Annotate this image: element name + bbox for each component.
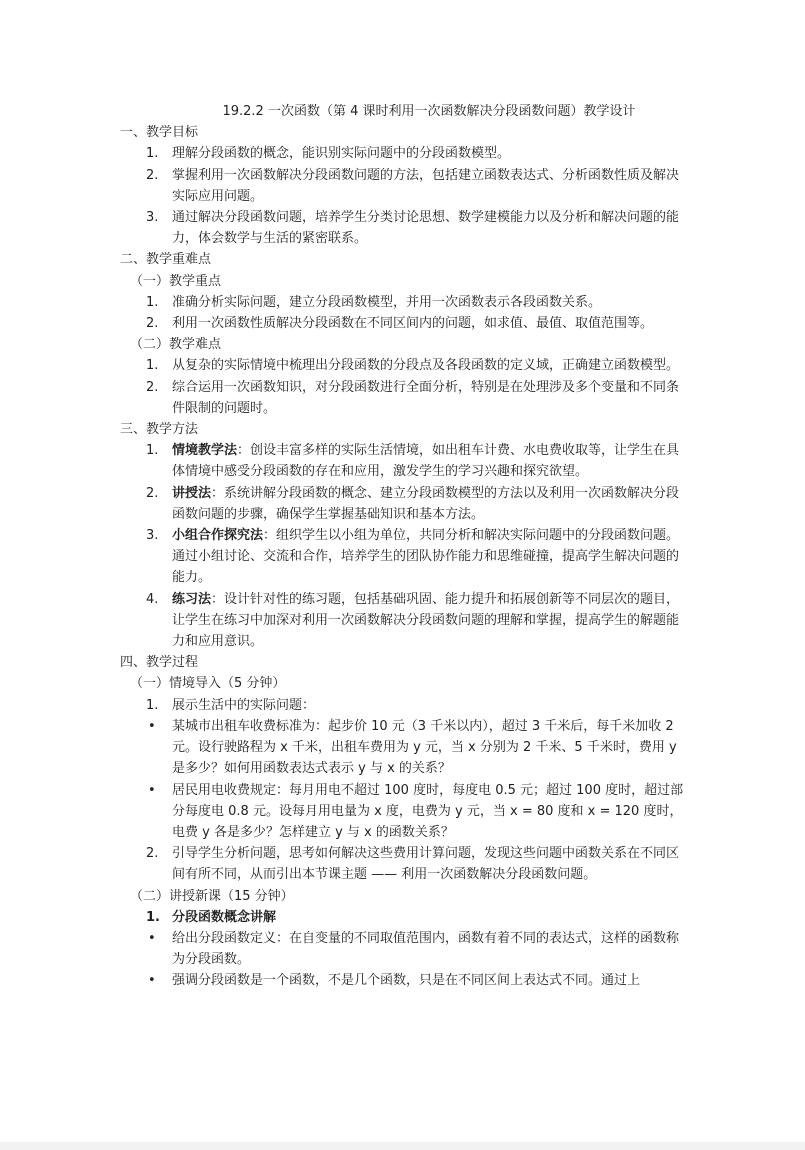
list-item-text: ：系统讲解分段函数的概念、建立分段函数模型的方法以及利用一次函数解决分段函数问题的步骤，确保学生掌握基础知识和基本方法。 — [172, 485, 680, 522]
list-number: 1. — [146, 443, 159, 459]
list-number: 1. — [146, 146, 159, 162]
section-heading-methods: 三、教学方法 — [120, 422, 199, 438]
list-item-text: 综合运用一次函数知识，对分段函数进行全面分析，特别是在处理涉及多个变量和不同条件限制的问题时。 — [172, 379, 680, 416]
list-item — [120, 313, 690, 334]
subsection-heading-intro: （一）情境导入（5 分钟） — [130, 676, 286, 692]
list-item-text: 从复杂的实际情境中梳理出分段函数的分段点及各段函数的定义域，正确建立函数模型。 — [172, 358, 680, 374]
bullet-text: 某城市出租车收费标准为：起步价 10 元（3 千米以内），超过 3 千米后，每千米加收 2 元。设行驶路程为 x 千米，出租车费用为 y 元，当 x 分别为 2 千米、5 千米时，费用 y 是多少？如何用函数表达式表示 y 与 x 的关系？ — [172, 718, 677, 777]
list-item-text: 理解分段函数的概念，能识别实际问题中的分段函数模型。 — [172, 146, 511, 162]
list-item — [120, 207, 690, 249]
section-heading-goals: 一、教学目标 — [120, 125, 199, 141]
list-item — [120, 525, 690, 589]
list-number: 2. — [146, 485, 159, 501]
section-heading-process: 四、教学过程 — [120, 655, 199, 671]
list-item — [120, 589, 690, 653]
subsection-heading-new-lesson: （二）讲授新课（15 分钟） — [130, 888, 294, 904]
list-item — [120, 483, 690, 525]
list-number: 2. — [146, 316, 159, 332]
list-item — [120, 355, 690, 376]
bullet-item — [120, 716, 690, 780]
list-item-text: ：创设丰富多样的实际生活情境，如出租车计费、水电费收取等，让学生在具体情境中感受分段函数的存在和应用，激发学生的学习兴趣和探究欲望。 — [172, 443, 680, 480]
list-item-text: 分段函数概念讲解 — [172, 909, 277, 925]
list-number: 1. — [146, 358, 159, 374]
list-number: 1. — [146, 909, 160, 925]
bullet-item — [120, 970, 690, 991]
list-item-text: 利用一次函数性质解决分段函数在不同区间内的问题，如求值、最值、取值范围等。 — [172, 316, 654, 332]
bullet-text: 给出分段函数定义：在自变量的不同取值范围内，函数有着不同的表达式，这样的函数称为分段函数。 — [172, 930, 680, 968]
list-number: 3. — [146, 528, 159, 544]
bullet-icon: • — [148, 718, 156, 734]
list-item — [120, 843, 690, 885]
bullet-text: 强调分段函数是一个函数，不是几个函数，只是在不同区间上表达式不同。通过上 — [172, 973, 641, 989]
list-item — [120, 292, 690, 313]
method-name: 讲授法 — [172, 485, 212, 501]
bullet-icon: • — [148, 973, 156, 989]
list-number: 1. — [146, 294, 159, 310]
bullet-icon: • — [148, 782, 156, 798]
section-heading-key-difficult: 二、教学重难点 — [120, 252, 212, 268]
list-number: 4. — [146, 591, 159, 607]
bullet-item — [120, 780, 690, 844]
list-item-text: ：组织学生以小组为单位，共同分析和解决实际问题中的分段函数问题。通过小组讨论、交流和合作，培养学生的团队协作能力和思维碰撞，提高学生解决问题的能力。 — [172, 528, 680, 586]
bullet-icon: • — [148, 930, 156, 946]
list-item-text: 引导学生分析问题，思考如何解决这些费用计算问题，发现这些问题中函数关系在不同区间有所不同，从而引出本节课主题 —— 利用一次函数解决分段函数问题。 — [172, 846, 680, 883]
list-number: 2. — [146, 167, 159, 183]
list-item — [120, 695, 690, 716]
document-body — [120, 101, 690, 992]
list-item-text: 准确分析实际问题，建立分段函数模型，并用一次函数表示各段函数关系。 — [172, 294, 602, 310]
method-name: 练习法 — [172, 591, 212, 607]
document-title: 19.2.2 一次函数（第 4 课时利用一次函数解决分段函数问题）教学设计 — [222, 104, 636, 119]
list-number: 2. — [146, 846, 159, 862]
list-item-text: ：设计针对性的练习题，包括基础巩固、能力提升和拓展创新等不同层次的题目，让学生在练习中加深对利用一次函数解决分段函数问题的理解和掌握，提高学生的解题能力和应用意识。 — [172, 591, 680, 650]
list-number: 1. — [146, 697, 159, 713]
list-item-text: 展示生活中的实际问题： — [172, 697, 316, 713]
list-number: 2. — [146, 379, 159, 395]
list-item — [120, 165, 690, 207]
method-name: 情境教学法 — [172, 443, 238, 459]
subsection-heading-key: （一）教学重点 — [130, 273, 222, 289]
list-item — [120, 440, 690, 482]
list-item — [120, 143, 690, 164]
list-item — [120, 907, 690, 928]
bullet-text: 居民用电收费规定：每月用电不超过 100 度时，每度电 0.5 元；超过 100 度时，超过部分每度电 0.8 元。设每月用电量为 x 度，电费为 y 元，当 x = 80 度和 x = 120 度时，电费 y 各是多少？怎样建立 y 与 x 的函数关系？ — [172, 782, 684, 840]
list-item-text: 掌握利用一次函数解决分段函数问题的方法，包括建立函数表达式、分析函数性质及解决实际应用问题。 — [172, 167, 680, 204]
list-number: 3. — [146, 210, 159, 226]
method-name: 小组合作探究法 — [172, 528, 264, 544]
list-item — [120, 377, 690, 419]
list-item-text: 通过解决分段函数问题，培养学生分类讨论思想、数学建模能力以及分析和解决问题的能力，体会数学与生活的紧密联系。 — [172, 210, 680, 247]
bullet-item — [120, 928, 690, 970]
subsection-heading-difficult: （二）教学难点 — [130, 337, 222, 353]
